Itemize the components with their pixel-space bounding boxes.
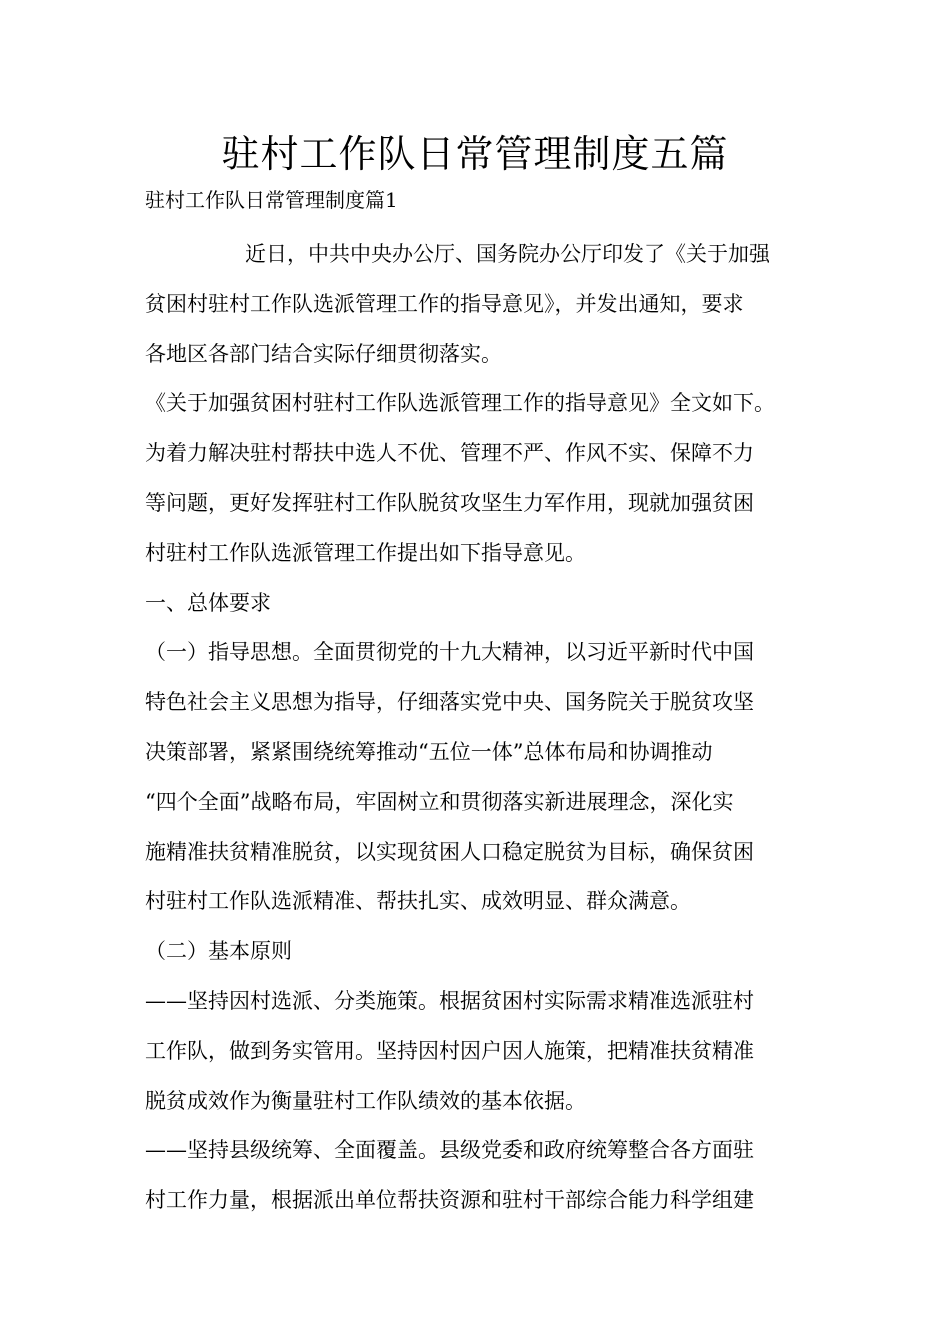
- text-line: 脱贫成效作为衡量驻村工作队绩效的基本依据。: [145, 1088, 586, 1113]
- text-line: （一）指导思想。全面贯彻党的十九大精神，以习近平新时代中国: [145, 640, 754, 665]
- text-line: ——坚持县级统筹、全面覆盖。县级党委和政府统筹整合各方面驻: [145, 1138, 754, 1163]
- document-title: 驻村工作队日常管理制度五篇: [221, 132, 729, 176]
- document-body: [145, 230, 807, 1226]
- text-line: 贫困村驻村工作队选派管理工作的指导意见》，并发出通知，要求: [145, 291, 744, 316]
- document-subtitle: 驻村工作队日常管理制度篇1: [145, 188, 398, 212]
- text-line: 《关于加强贫困村驻村工作队选派管理工作的指导意见》全文如下。: [145, 391, 775, 416]
- text-line: （二）基本原则: [145, 939, 292, 964]
- text-line: 决策部署，紧紧围绕统筹推动“五位一体”总体布局和协调推动: [145, 739, 713, 764]
- paragraph-principle-1: [145, 977, 807, 1126]
- paragraph-intro: [145, 230, 807, 379]
- paragraph-purpose: [145, 429, 807, 578]
- text-line: 特色社会主义思想为指导，仔细落实党中央、国务院关于脱贫攻坚: [145, 690, 754, 715]
- subsection-heading: [145, 927, 807, 977]
- paragraph-fulltext-intro: [145, 379, 807, 429]
- text-line: 工作队，做到务实管用。坚持因村因户因人施策，把精准扶贫精准: [145, 1038, 754, 1063]
- text-line: ——坚持因村选派、分类施策。根据贫困村实际需求精准选派驻村: [145, 988, 754, 1013]
- text-line: 近日，中共中央办公厅、国务院办公厅印发了《关于加强: [245, 242, 770, 266]
- text-line: 村工作力量，根据派出单位帮扶资源和驻村干部综合能力科学组建: [145, 1188, 754, 1213]
- text-line: 为着力解决驻村帮扶中选人不优、管理不严、作风不实、保障不力: [145, 441, 754, 466]
- section-heading: [145, 579, 807, 629]
- paragraph-principle-2: [145, 1126, 807, 1226]
- text-line: “四个全面”战略布局，牢固树立和贯彻落实新进展理念，深化实: [145, 789, 734, 814]
- text-line: 等问题，更好发挥驻村工作队脱贫攻坚生力军作用，现就加强贫困: [145, 490, 754, 515]
- text-line: 施精准扶贫精准脱贫，以实现贫困人口稳定脱贫为目标，确保贫困: [145, 839, 754, 864]
- text-line: 各地区各部门结合实际仔细贯彻落实。: [145, 341, 502, 366]
- text-line: 一、总体要求: [145, 590, 271, 615]
- text-line: 村驻村工作队选派管理工作提出如下指导意见。: [145, 540, 586, 565]
- text-line: 村驻村工作队选派精准、帮扶扎实、成效明显、群众满意。: [145, 889, 691, 914]
- paragraph-guiding-thought: [145, 628, 807, 927]
